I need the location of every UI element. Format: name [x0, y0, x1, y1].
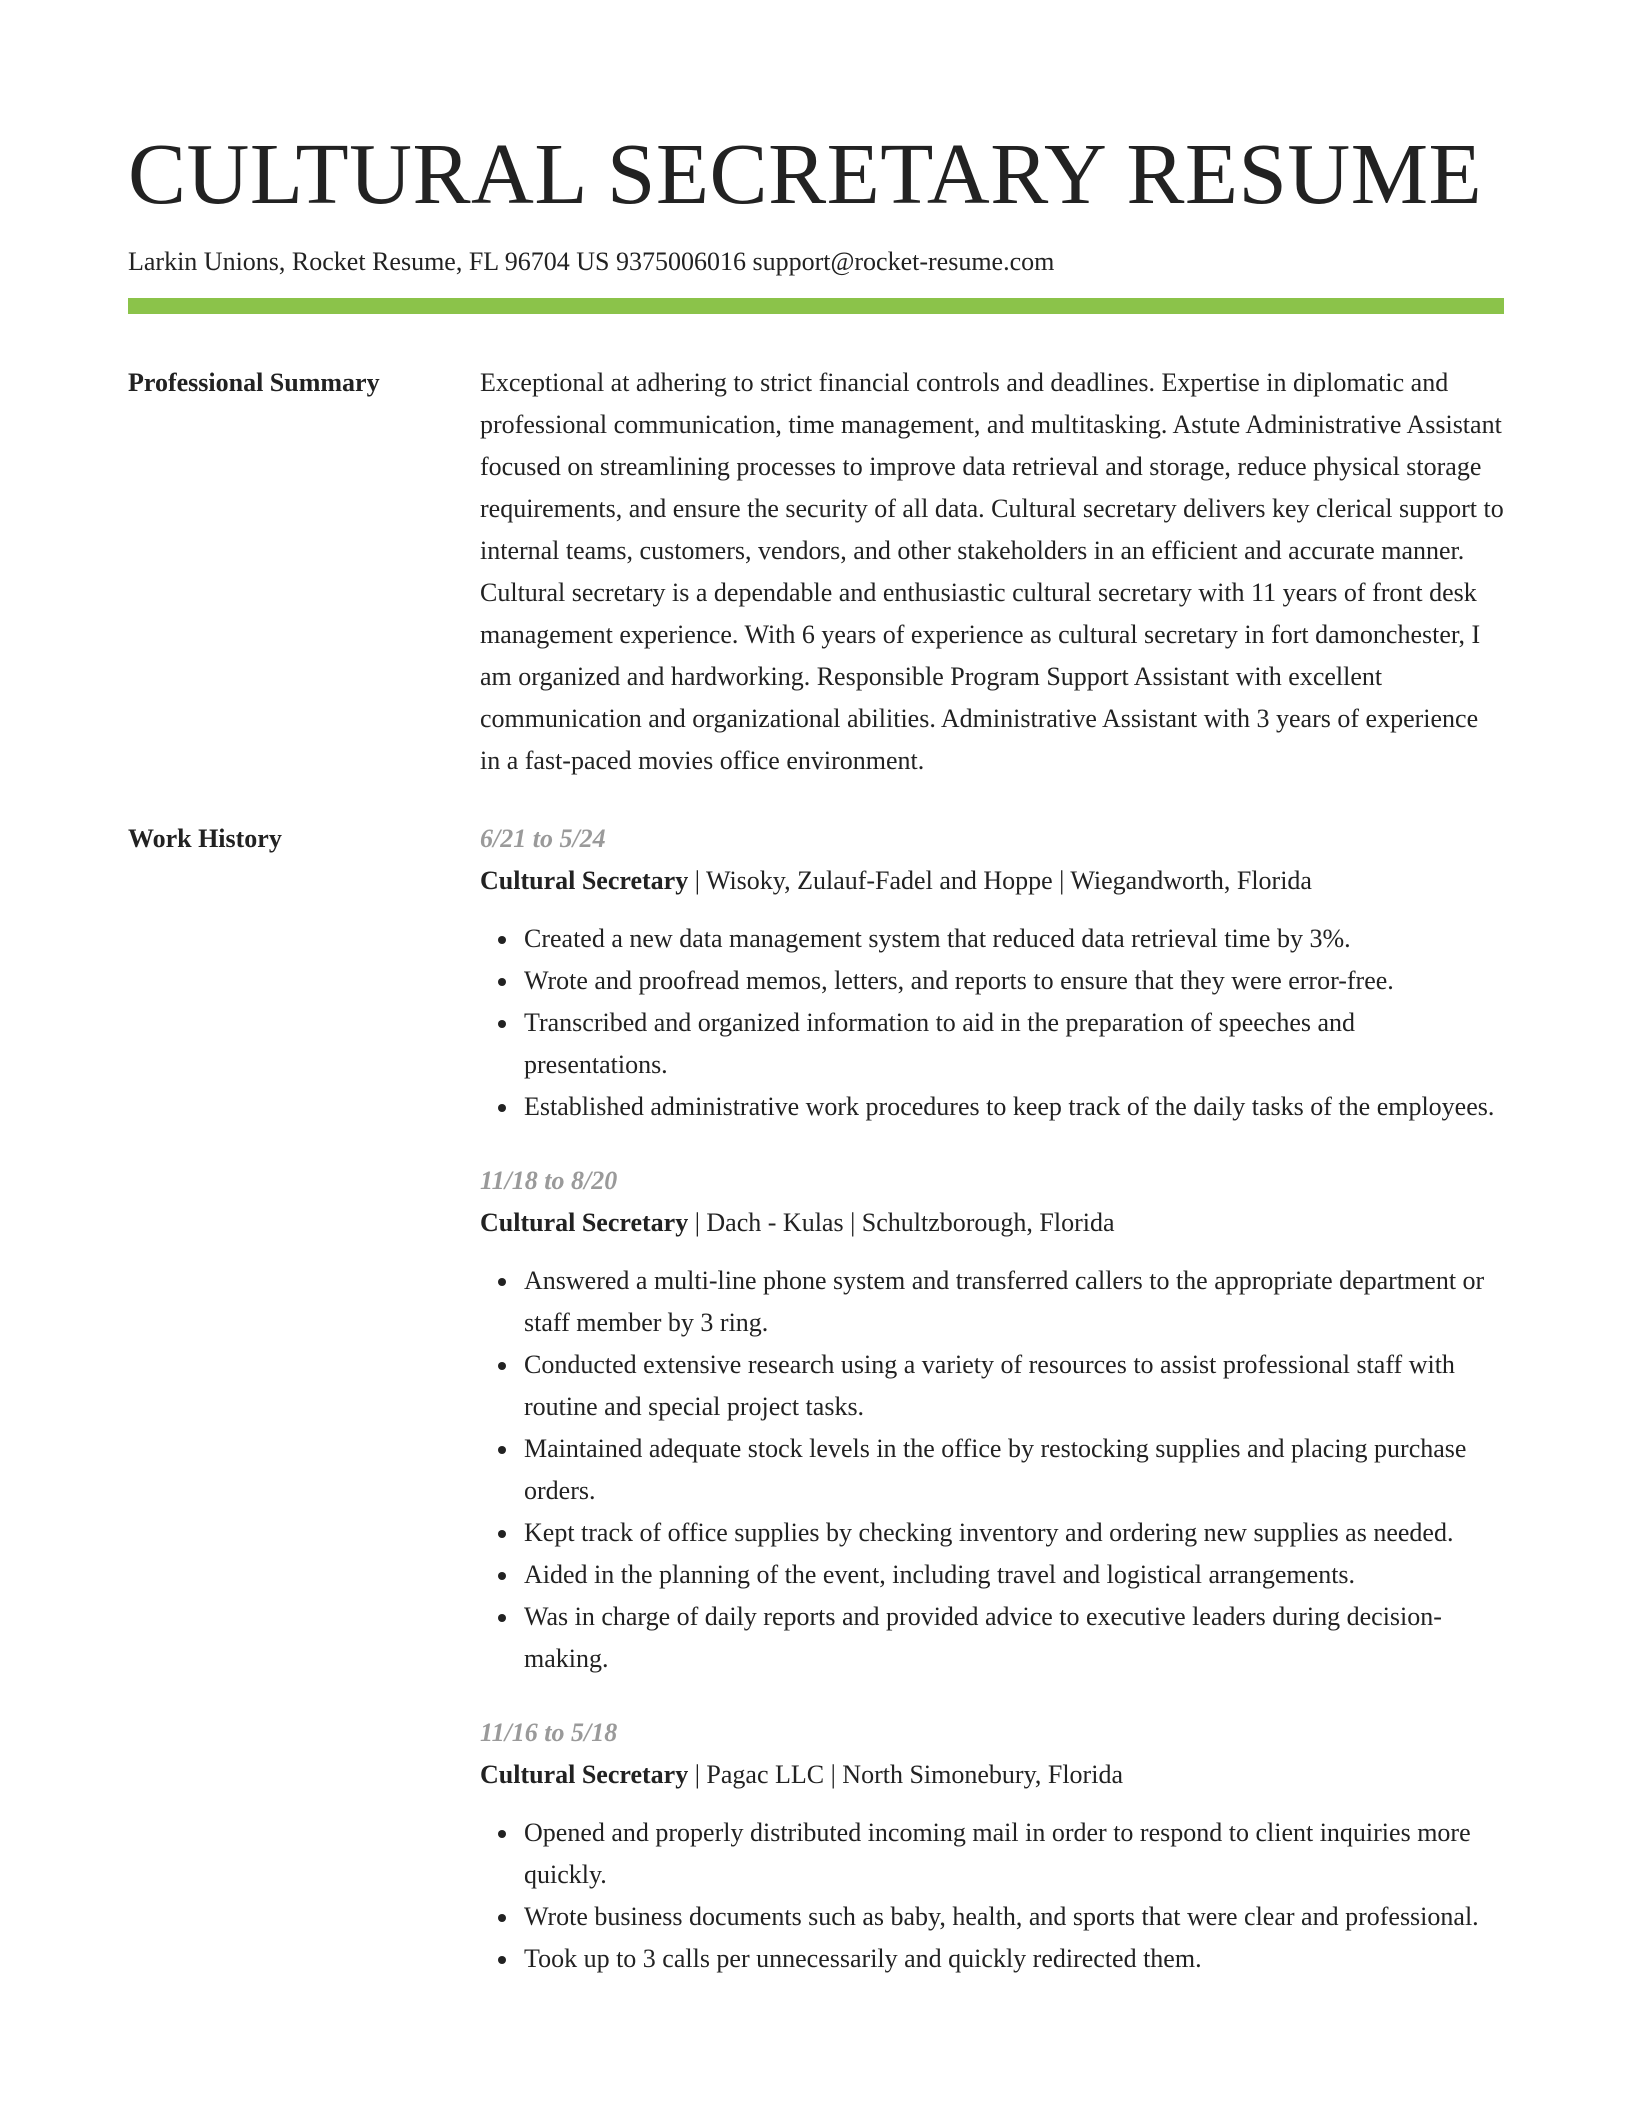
section-label-summary: Professional Summary [128, 368, 380, 397]
job-entry [480, 1712, 1504, 1980]
job-dates: 6/21 to 5/24 [480, 824, 606, 853]
job-bullet: Transcribed and organized information to aid in the preparation of speeches and presentations. [524, 1002, 1504, 1086]
job-bullet: Wrote business documents such as baby, health, and sports that were clear and professional. [524, 1896, 1504, 1938]
job-bullet: Created a new data management system that reduced data retrieval time by 3%. [524, 918, 1504, 960]
professional-summary-section [128, 362, 1504, 782]
work-history-section [128, 818, 1504, 1980]
job-employer-location: | Dach - Kulas | Schultzborough, Florida [688, 1208, 1115, 1237]
job-bullet: Answered a multi-line phone system and transferred callers to the appropriate department or staff member by 3 ring. [524, 1260, 1504, 1344]
work-history-body [480, 818, 1504, 1980]
job-bullet-list [480, 1812, 1504, 1980]
job-entry [480, 1160, 1504, 1680]
job-employer-location: | Wisoky, Zulauf-Fadel and Hoppe | Wiegandworth, Florida [688, 866, 1312, 895]
job-title: Cultural Secretary [480, 866, 689, 895]
job-bullet: Wrote and proofread memos, letters, and reports to ensure that they were error-free. [524, 960, 1504, 1002]
job-title: Cultural Secretary [480, 1208, 689, 1237]
job-bullet: Kept track of office supplies by checking inventory and ordering new supplies as needed. [524, 1512, 1504, 1554]
job-heading [480, 1754, 1504, 1796]
job-bullet-list [480, 1260, 1504, 1680]
job-bullet: Maintained adequate stock levels in the office by restocking supplies and placing purchase orders. [524, 1428, 1504, 1512]
job-entry [480, 818, 1504, 1128]
job-bullet: Conducted extensive research using a variety of resources to assist professional staff with routine and special project tasks. [524, 1344, 1504, 1428]
header-divider [128, 298, 1504, 314]
job-dates: 11/16 to 5/18 [480, 1718, 618, 1747]
job-bullet: Aided in the planning of the event, including travel and logistical arrangements. [524, 1554, 1504, 1596]
job-bullet: Established administrative work procedures to keep track of the daily tasks of the employees. [524, 1086, 1504, 1128]
section-label-work-history: Work History [128, 824, 282, 853]
resume-page [128, 0, 1504, 1980]
summary-text: Exceptional at adhering to strict financial controls and deadlines. Expertise in diplomatic and professional communication, time management, and multitasking. Astute Administrative Assistant focused on streamlining processes to improve data retrieval and storage, reduce physical storage requirements, and ensure the security of all data. Cultural secretary delivers key clerical support to internal teams, customers, vendors, and other stakeholders in an efficient and accurate manner. Cultural secretary is a dependable and enthusiastic cultural secretary with 11 years of front desk management experience. With 6 years of experience as cultural secretary in fort damonchester, I am organized and hardworking. Responsible Program Support Assistant with excellent communication and organizational abilities. Administrative Assistant with 3 years of experience in a fast-paced movies office environment. [480, 368, 1504, 775]
job-bullet: Was in charge of daily reports and provided advice to executive leaders during decision-making. [524, 1596, 1504, 1680]
job-heading [480, 860, 1504, 902]
contact-line: Larkin Unions, Rocket Resume, FL 96704 US 9375006016 support@rocket-resume.com [128, 247, 1055, 276]
job-employer-location: | Pagac LLC | North Simonebury, Florida [688, 1760, 1123, 1789]
resume-title: CULTURAL SECRETARY RESUME [128, 125, 1483, 222]
job-bullet: Took up to 3 calls per unnecessarily and quickly redirected them. [524, 1938, 1504, 1980]
job-title: Cultural Secretary [480, 1760, 689, 1789]
summary-body [480, 362, 1504, 782]
job-bullet: Opened and properly distributed incoming mail in order to respond to client inquiries more quickly. [524, 1812, 1504, 1896]
job-dates: 11/18 to 8/20 [480, 1166, 618, 1195]
job-heading [480, 1202, 1504, 1244]
job-bullet-list [480, 918, 1504, 1128]
